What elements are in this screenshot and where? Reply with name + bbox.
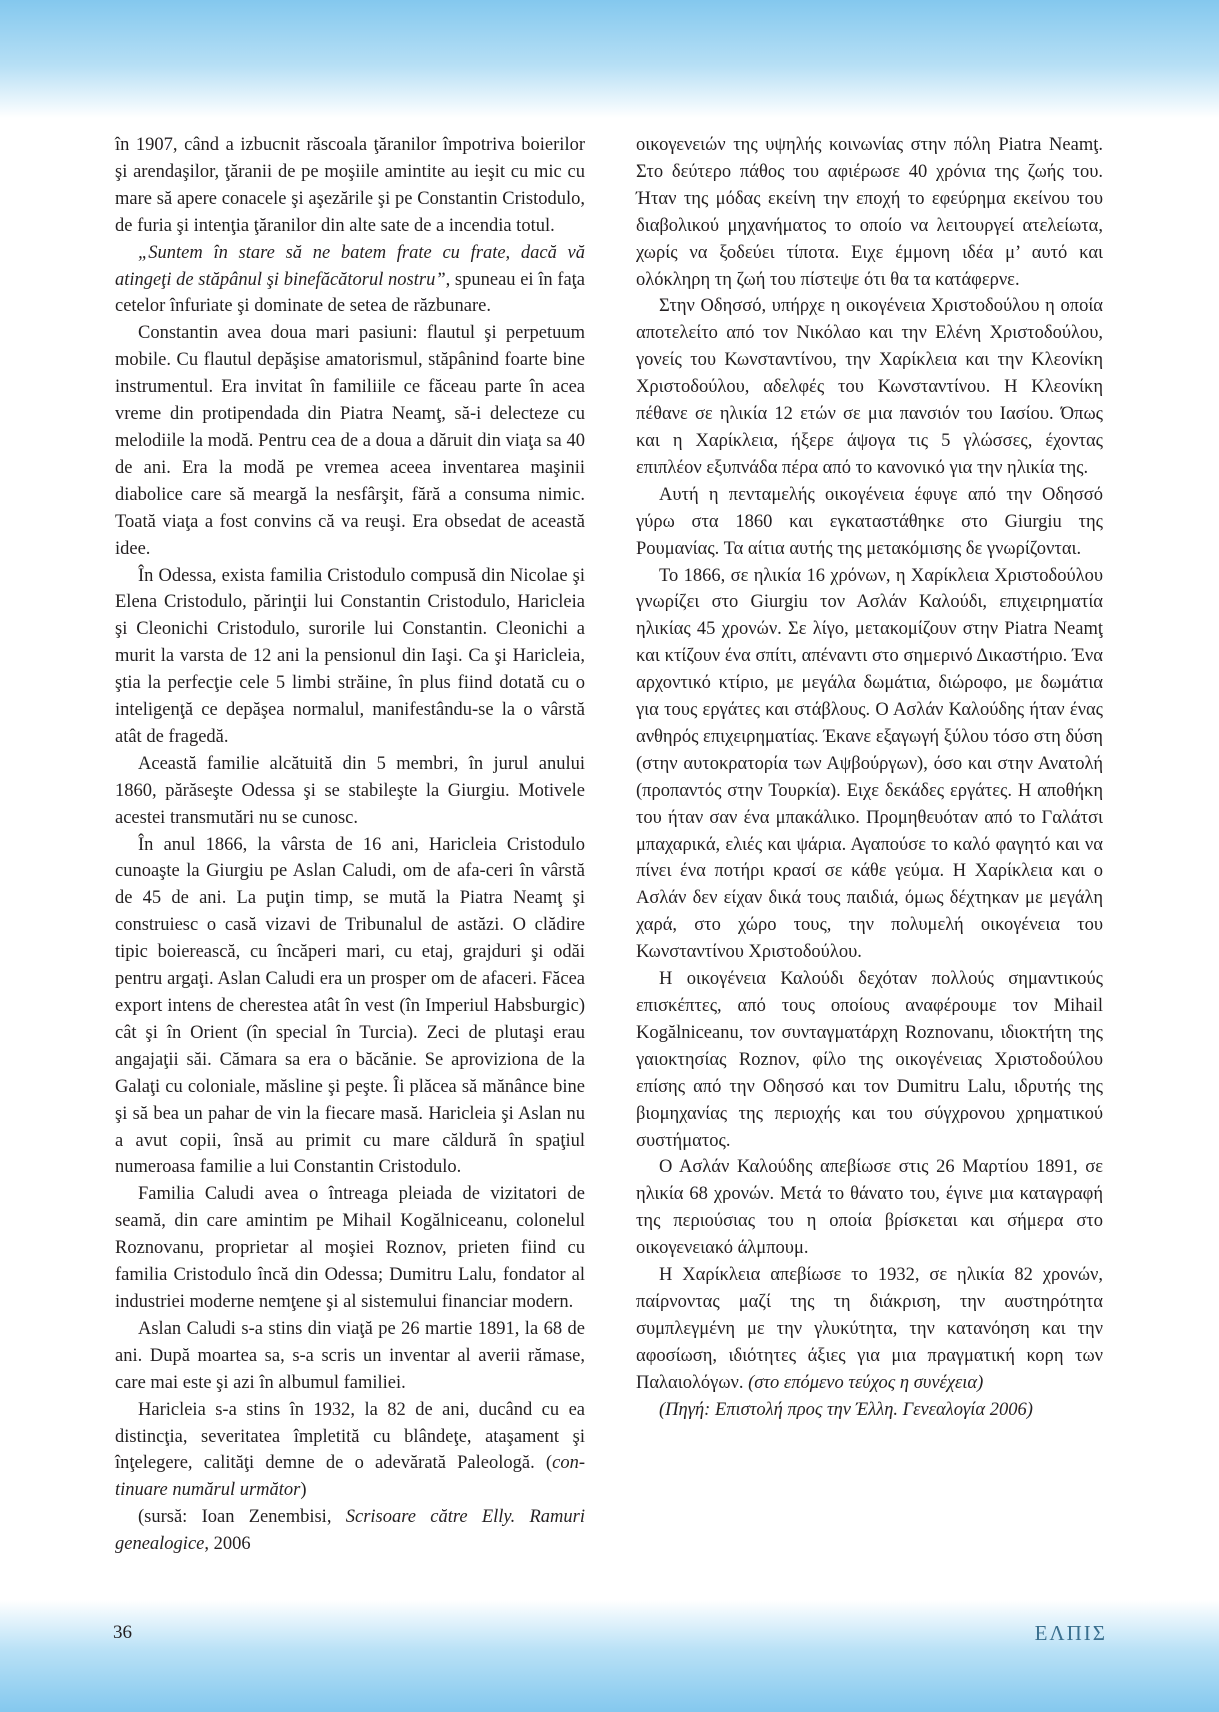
paragraph: Constantin avea doua mari pasiuni: flautul şi perpetuum mobile. Cu flautul depăşise amatorismul, stăpânind foarte bine instrumentul. Era invitat în familiile ce făceau parte în acea vreme din protipendada din Piatra Neamţ, să-i delecteze cu melodiile la modă. Pentru cea de a doua a dăruit din viaţa sa 40 de ani. Era la modă pe vremea aceea inventarea maşinii diabolice care să meargă la nesfârşit, fără a consuma nimic. Toată viaţa a fost convins că va reuşi. Era obsedat de această idee. [115, 323, 585, 559]
right-column-greek [636, 132, 1103, 1424]
paragraph: „Suntem în stare să ne batem frate cu frate, dacă vă atingeţi de stăpânul şi binefăcătorul nostru”, spuneau ei în faţa cetelor înfuriate şi dominate de setea de răzbunare. [115, 242, 586, 317]
paragraph: οικογενειών της υψηλής κοινωνίας στην πόλη Piatra Neamţ. Στο δεύτερο πάθος του αφιέρωσε 40 χρόνια της ζωής του. Ήταν της μόδας εκείνη την εποχή το εφεύρημα εκείνου του διαβολικού μηχανήματος το οποίο να λειτουργεί ατελείωτα, χωρίς να ξοδεύει τίποτα. Ειχε έμμονη ιδέα μ’ αυτό και ολόκληρη τη ζωή του πίστεψε ότι θα τα κατάφερνε. [636, 135, 1103, 290]
paragraph: Familia Caludi avea o întreaga pleiada de vizitatori de seamă, din care amintim pe Mihail Kogălniceanu, colonelul Roznovanu, proprietar al moşiei Roznov, prieten fiind cu familia Cristodulo încă din Odessa; Dumitru Lalu, fondator al industriei moderne nemţene şi al sistemului financiar modern. [115, 1184, 585, 1312]
paragraph: Η Χαρίκλεια απεβίωσε το 1932, σε ηλικία 82 χρονών, παίρνοντας μαζί της τη διάκριση, την αυστηρότητα συμπλεγμένη με την γλυκύτητα, την κατανόηση και την αφοσίωση, ιδιότητες άξιες για μια πραγματική κορη των Παλαιολόγων. (στο επόμενο τεύχος η συνέχεια) [636, 1265, 1103, 1393]
left-column-romanian [115, 132, 585, 1558]
paragraph: Această familie alcătuită din 5 membri, în jurul anului 1860, părăseşte Odessa şi se stabileşte la Giurgiu. Motivele acestei transmutări nu se cunosc. [115, 753, 585, 828]
paragraph: În Odessa, exista familia Cristodulo compusă din Nicolae şi Elena Cristodulo, părinţii lui Constantin Cristodulo, Haricleia şi Cleonichi Cristodulo, surorile lui Constantin. Cleonichi a murit la varsta de 12 ani la pensionul din Iaşi. Ca şi Haricleia, ştia la perfecţie cele 5 limbi străine, în plus fiind dotată cu o inteligenţă ce depăşea normalul, manifestându-se la o vârstă atât de fragedă. [115, 565, 585, 747]
paragraph: Aslan Caludi s-a stins din viaţă pe 26 martie 1891, la 68 de ani. După moartea sa, s-a scris un inventar al averii rămase, care mai este şi azi în albumul familiei. [115, 1318, 585, 1393]
source-citation: (sursă: Ioan Zenembisi, Scrisoare către Elly. Ramuri genealogice, 2006 [115, 1507, 585, 1555]
paragraph: Αυτή η πενταμελής οικογένεια έφυγε από την Οδησσό γύρω στα 1860 και εγκαταστάθηκε στο Giurgiu της Ρουμανίας. Τα αίτια αυτής της μετακόμισης δε γνωρίζονται. [636, 484, 1103, 559]
page-number: 36 [113, 1622, 132, 1643]
paragraph: În anul 1866, la vârsta de 16 ani, Haricleia Cristodulo cunoaşte la Giurgiu pe Aslan Caludi, om de afa-ceri în vârstă de 45 de ani. La puţin timp, se mută la Piatra Neamţ şi construiesc o casă vizavi de Tribunalul de astăzi. O clădire tipic boierească, cu încăperi mari, cu etaj, grajduri şi odăi pentru argaţi. Aslan Caludi era un prosper om de afaceri. Făcea export intens de cherestea atât în vest (în Imperiul Habsburgic) cât şi în Orient (în special în Turcia). Zeci de plutaşi erau angajaţii săi. Cămara sa era o băcănie. Se aproviziona de la Galaţi cu coloniale, măsline şi peşte. Îi plăcea să mănânce bine şi să bea un pahar de vin la fiecare masă. Haricleia şi Aslan nu a avut copii, însă au primit cu mare căldură în spaţiul numeroasa familie a lui Constantin Cristodulo. [115, 834, 585, 1178]
paragraph: Η οικογένεια Καλούδι δεχόταν πολλούς σημαντικούς επισκέπτες, από τους οποίους αναφέρουμε τον Mihail Kogălniceanu, τον συνταγματάρχη Roznovanu, ιδιοκτήτη της γαιοκτησίας Roznov, φίλο της οικογένειας Χριστοδούλου επίσης από την Οδησσό και τον Dumitru Lalu, ιδρυτής της βιομηχανίας της περιοχής και του σύγχρονου χρηματικού συστήματος. [636, 969, 1103, 1151]
paragraph: Haricleia s-a stins în 1932, la 82 de ani, ducând cu ea distincţia, severitatea împletită cu blândeţe, ataşament şi înţelegere, calităţi demne de o adevărată Paleologă. (continuare numărul următor) [115, 1399, 585, 1501]
paragraph: Στην Οδησσό, υπήρχε η οικογένεια Χριστοδούλου η οποία αποτελείτο από τον Νικόλαο και την Ελένη Χριστοδούλου, γονείς του Κωνσταντίνου, την Χαρίκλεια και την Κλεονίκη Χριστοδούλου, αδελφές του Κωνσταντίνου. Η Κλεονίκη πέθανε σε ηλικία 12 ετών σε μια πανσιόν του Ιασίου. Όπως και η Χαρίκλεια, ήξερε άψογα τις 5 γλώσσες, έχοντας επιπλέον εξυπνάδα πέρα από το κανονικό για την ηλικία της. [636, 296, 1103, 478]
footer-band [0, 1600, 1219, 1712]
paragraph: în 1907, când a izbucnit răscoala ţăranilor împotriva boierilor şi arendaşilor, ţăranii de pe moşiile amintite au ieşit cu mic cu mare să apere conacele şi aşezările şi pe Constantin Cristodulo, de furia şi intenţia ţăranilor din alte sate de a incendia totul. [115, 135, 585, 236]
journal-name: ΕΛΠΙΣ [1034, 1621, 1107, 1645]
header-band [0, 0, 1219, 118]
source-citation: (Πηγή: Επιστολή προς την Έλλη. Γενεαλογία 2006) [659, 1399, 1033, 1420]
quote: „Suntem în stare să ne batem frate cu frate, dacă vă atingeţi de stăpânul şi binefăcătorul nostru” [115, 242, 585, 290]
paragraph: Το 1866, σε ηλικία 16 χρόνων, η Χαρίκλεια Χριστοδούλου γνωρίζει στο Giurgiu τον Ασλάν Καλούδι, επιχειρηματία ηλικίας 45 χρονών. Σε λίγο, μετακομίζουν στην Piatra Neamţ και κτίζουν ένα σπίτι, απέναντι στο σημερινό Δικαστήριο. Ένα αρχοντικό κτίριο, με μεγάλα δωμάτια, διώροφο, με δωμάτια για τους εργάτες και στάβλους. Ο Ασλάν Καλούδης ήταν ένας ανθηρός επιχειρηματίας. Έκανε εξαγωγή ξύλου τόσο στη δύση (στην αυτοκρατορία των Αψβούργων), όσο και στην Ανατολή (προπαντός στην Τουρκία). Ειχε δεκάδες εργάτες. Η αποθήκη του ήταν σαν ένα μπακάλικο. Προμηθευόταν από το Γαλάτσι μπαχαρικά, ελιές και ψάρια. Αγαπούσε το καλό φαγητό και να πίνει ένα ποτήρι κρασί σε κάθε γεύμα. Η Χαρίκλεια και ο Ασλάν δεν είχαν δικά τους παιδιά, όμως δέχτηκαν με μεγάλη χαρά, στο χώρο τους, την πολυμελή οικογένεια του Κωνσταντίνου Χριστοδούλου. [636, 565, 1103, 963]
paragraph: Ο Ασλάν Καλούδης απεβίωσε στις 26 Μαρτίου 1891, σε ηλικία 68 χρονών. Μετά το θάνατο του, έγινε μια καταγραφή της περιούσιας του η οποία βρίσκεται και σήμερα στο οικογενειακό άλμπουμ. [636, 1157, 1103, 1259]
